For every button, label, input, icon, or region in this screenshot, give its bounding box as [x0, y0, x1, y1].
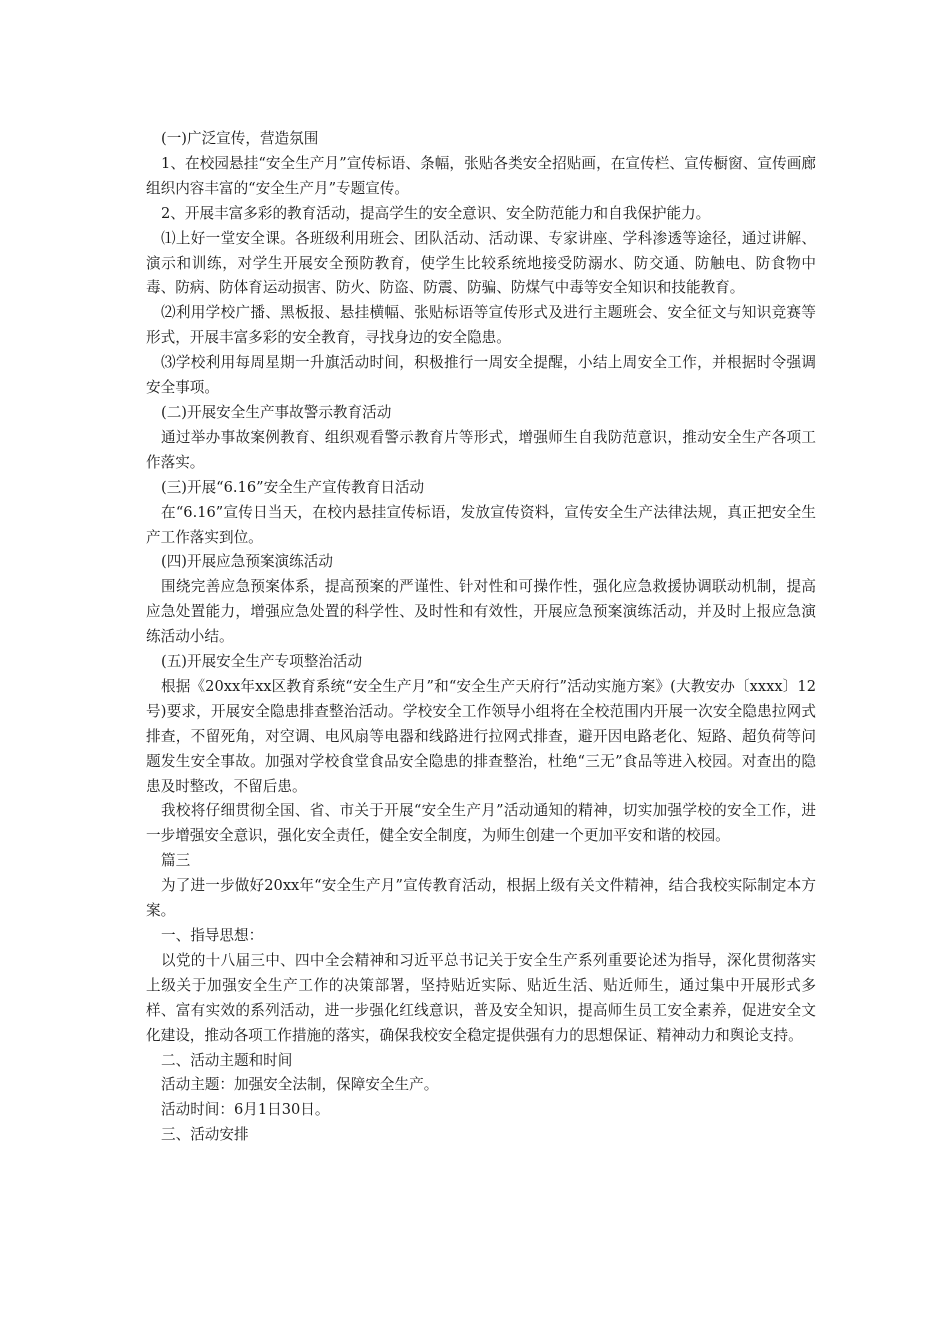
paragraph: 根据《20xx年xx区教育系统“安全生产月”和“安全生产天府行”活动实施方案》(大教安办〔xxxx〕12号)要求，开展安全隐患排查整治活动。学校安全工作领导小组将在全校范围内开展一次安全隐患拉网式排查，不留死角，对空调、电风扇等电器和线路进行拉网式排查，避开因电路老化、短路、超负荷等问题发生安全事故。加强对学校食堂食品安全隐患的排查整治，杜绝“三无”食品等进入校园。对查出的隐患及时整改，不留后患。: [146, 677, 816, 795]
paragraph: 为了进一步做好20xx年“安全生产月”宣传教育活动，根据上级有关文件精神，结合我校实际制定本方案。: [146, 877, 816, 920]
paragraph: ⑶学校利用每周星期一升旗活动时间，积极推行一周安全提醒，小结上周安全工作，并根据时令强调安全事项。: [146, 354, 816, 397]
paragraph: 活动时间：6月1日30日。: [161, 1101, 330, 1119]
section-heading-guiding: 一、指导思想：: [161, 927, 264, 944]
part-heading: 篇三: [161, 852, 191, 870]
section-heading-theme-time: 二、活动主题和时间: [161, 1051, 293, 1069]
paragraph: ⑴上好一堂安全课。各班级利用班会、团队活动、活动课、专家讲座、学科渗透等途径，通过讲解、演示和训练，对学生开展安全预防教育，使学生比较系统地接受防溺水、防交通、防触电、防食物中毒、防病、防体育运动损害、防火、防盗、防震、防骗、防煤气中毒等安全知识和技能教育。: [146, 229, 816, 297]
section-heading-1: (一)广泛宣传，营造氛围: [161, 130, 319, 147]
paragraph: 以党的十八届三中、四中全会精神和习近平总书记关于安全生产系列重要论述为指导，深化贯彻落实上级关于加强安全生产工作的决策部署，坚持贴近实际、贴近生活、贴近师生，通过集中开展形式多样、富有实效的系列活动，进一步强化红线意识，普及安全知识，提高师生员工安全素养，促进安全文化建设，推动各项工作措施的落实，确保我校安全稳定提供强有力的思想保证、精神动力和舆论支持。: [146, 951, 816, 1044]
section-heading-2: (二)开展安全生产事故警示教育活动: [161, 403, 392, 421]
paragraph: 通过举办事故案例教育、组织观看警示教育片等形式，增强师生自我防范意识，推动安全生产各项工作落实。: [146, 428, 816, 471]
paragraph: 1、在校园悬挂“安全生产月”宣传标语、条幅，张贴各类安全招贴画，在宣传栏、宣传橱窗、宣传画廊组织内容丰富的“安全生产月”专题宣传。: [146, 154, 816, 197]
section-heading-4: (四)开展应急预案演练活动: [161, 553, 333, 571]
paragraph: 围绕完善应急预案体系，提高预案的严谨性、针对性和可操作性，强化应急救援协调联动机制，提高应急处置能力，增强应急处置的科学性、及时性和有效性，开展应急预案演练活动，并及时上报应急演练活动小结。: [146, 578, 816, 646]
document-body: [146, 127, 816, 1148]
paragraph: 在“6.16”宣传日当天，在校内悬挂宣传标语，发放宣传资料，宣传安全生产法律法规，真正把安全生产工作落实到位。: [146, 503, 816, 546]
paragraph: 2、开展丰富多彩的教育活动，提高学生的安全意识、安全防范能力和自我保护能力。: [161, 204, 711, 222]
paragraph: 我校将仔细贯彻全国、省、市关于开展“安全生产月”活动通知的精神，切实加强学校的安全工作，进一步增强安全意识，强化安全责任，健全安全制度，为师生创建一个更加平安和谐的校园。: [146, 802, 816, 845]
section-heading-3: (三)开展“6.16”安全生产宣传教育日活动: [161, 478, 425, 496]
section-heading-arrangement: 三、活动安排: [161, 1126, 249, 1144]
section-heading-5: (五)开展安全生产专项整治活动: [161, 653, 363, 671]
paragraph: 活动主题：加强安全法制，保障安全生产。: [161, 1076, 439, 1094]
paragraph: ⑵利用学校广播、黑板报、悬挂横幅、张贴标语等宣传形式及进行主题班会、安全征文与知识竞赛等形式，开展丰富多彩的安全教育，寻找身边的安全隐患。: [146, 304, 816, 347]
